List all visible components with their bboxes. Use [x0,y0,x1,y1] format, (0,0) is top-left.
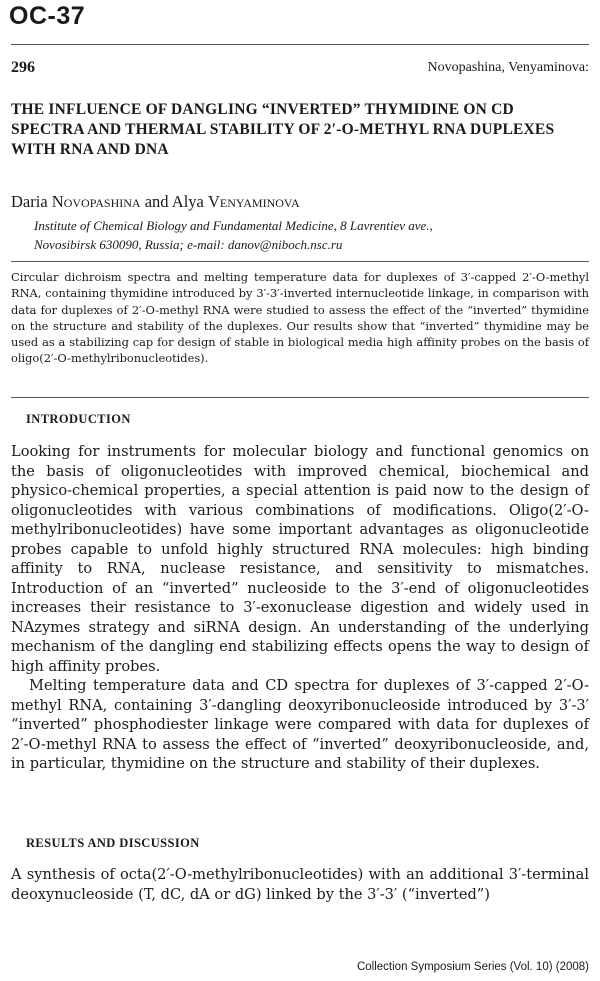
abstract-bottom-rule [11,397,589,398]
running-head: Novopashina, Venyaminova: [427,60,589,75]
author-and: and [140,192,172,211]
abstract-top-rule [11,261,589,262]
author1-last: Novopashina [51,192,141,211]
introduction-body [11,442,589,774]
introduction-paragraph-1: Looking for instruments for molecular biology and functional genomics on the basis of oligonucleotides with improved chemical, biochemical and physico-chemical properties, a special attention is paid now to the design of oligonucleotides with various combinations of modifications. Oligo(2′-O-methylribonucleotides) have some important advantages as oligonucleotide probes capable to unfold highly structured RNA molecules: high binding affinity to RNA, nuclease resistance, and sensitivity to mismatches. Introduction of an “inverted” nucleoside to the 3′-end of oligonucleotides increases their resistance to 3′-exonuclease digestion and widely used in NAzymes strategy and siRNA design. An understanding of the underlying mechanism of the dangling end stabilizing effects opens the way to design of high affinity probes. [11,443,589,675]
paper-title: THE INFLUENCE OF DANGLING “INVERTED” THYMIDINE ON CD SPECTRA AND THERMAL STABILITY OF 2′-O-METHYL RNA DUPLEXES WITH RNA AND DNA [11,101,555,158]
introduction-heading: INTRODUCTION [26,412,131,426]
session-code: OC-37 [9,2,86,30]
results-heading: RESULTS AND DISCUSSION [26,836,200,850]
author-line [11,192,300,212]
introduction-paragraph-2: Melting temperature data and CD spectra for duplexes of 3′-capped 2′-O-methyl RNA, containing 3′-dangling deoxyribonucleoside introduced by 3′-3′ “inverted” phosphodiester linkage were compared with data for duplexes of 2′-O-methyl RNA to assess the effect of “inverted” deoxyribonucleoside, and, in particular, thymidine on the structure and stability of their duplexes. [11,677,589,772]
affiliation [34,216,594,254]
page-number: 296 [11,59,35,76]
header-rule [11,44,589,45]
affiliation-line1: Institute of Chemical Biology and Fundamental Medicine, 8 Lavrentiev ave., [34,218,433,233]
footer-series: Collection Symposium Series (Vol. 10) (2008) [356,961,589,973]
results-paragraph-1: A synthesis of octa(2′-O-methylribonucleotides) with an additional 3′-terminal deoxynucleoside (T, dC, dA or dG) linked by the 3′-3′ (“inverted”) [11,866,589,903]
author2-first: Alya [171,192,208,211]
affiliation-line2: Novosibirsk 630090, Russia; e-mail: danov@niboch.nsc.ru [34,237,343,252]
abstract: Circular dichroism spectra and melting temperature data for duplexes of 3′-capped 2′-O-methyl RNA, containing thymidine introduced by 3′-3′-inverted internucleotide linkage, in comparison with data for duplexes of 2′-O-methyl RNA were studied to assess the effect of the “inverted” thymidine on the structure and stability of the duplexes. Our results show that “inverted” thymidine may be used as a stabilizing cap for design of stable in biological media high affinity probes on the basis of oligo(2′-O-methylribonucleotides). [11,270,589,366]
author1-first: Daria [11,192,52,211]
author2-last: Venyaminova [207,192,300,211]
